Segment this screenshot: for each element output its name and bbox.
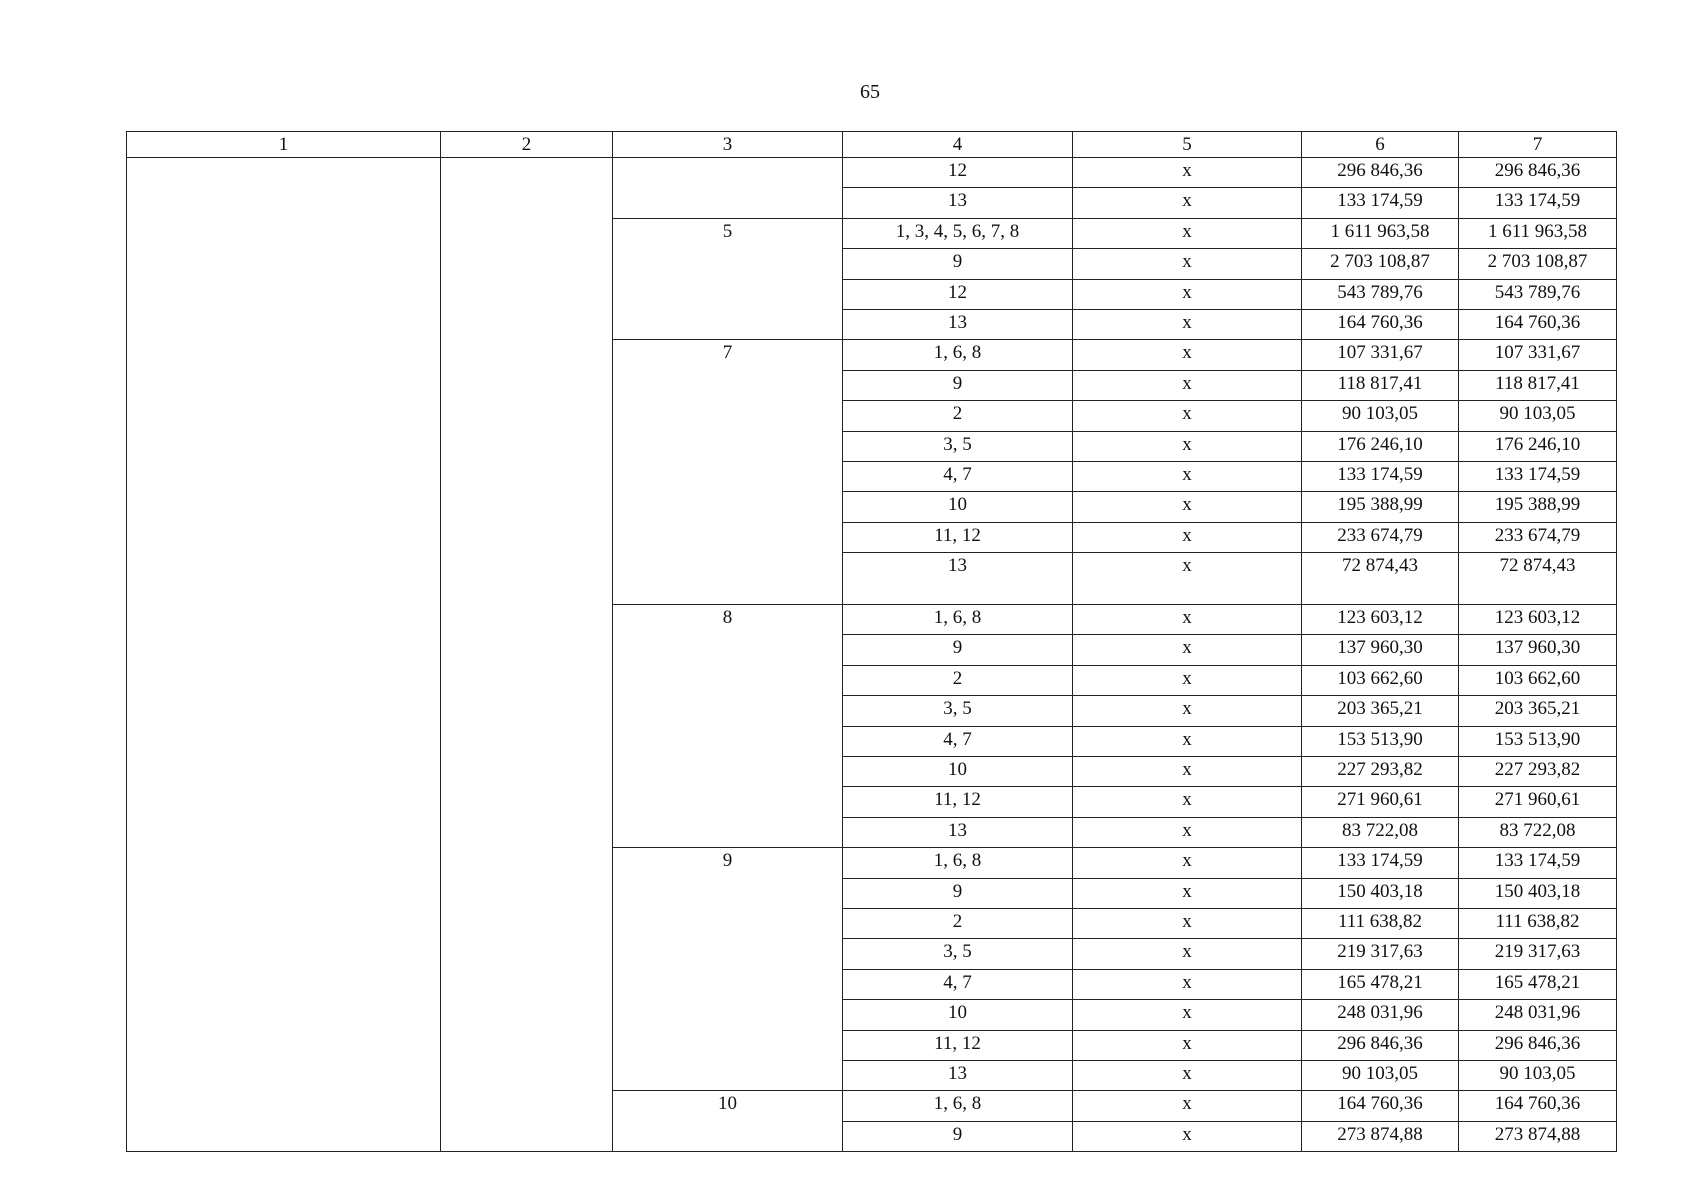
cell-col6: 1 611 963,58 bbox=[1302, 218, 1459, 248]
cell-col5: x bbox=[1073, 908, 1302, 938]
table-row bbox=[127, 158, 1617, 188]
cell-col7: 165 478,21 bbox=[1459, 969, 1617, 999]
cell-col6: 137 960,30 bbox=[1302, 635, 1459, 665]
cell-col7: 176 246,10 bbox=[1459, 431, 1617, 461]
cell-col4: 1, 6, 8 bbox=[843, 848, 1073, 878]
cell-col4: 13 bbox=[843, 553, 1073, 605]
cell-col4: 3, 5 bbox=[843, 696, 1073, 726]
cell-col4: 12 bbox=[843, 158, 1073, 188]
cell-col4: 10 bbox=[843, 492, 1073, 522]
cell-col7: 133 174,59 bbox=[1459, 848, 1617, 878]
cell-col7: 296 846,36 bbox=[1459, 1030, 1617, 1060]
cell-col5: x bbox=[1073, 1000, 1302, 1030]
group-cell-col3 bbox=[613, 158, 843, 219]
cell-col7: 90 103,05 bbox=[1459, 1060, 1617, 1090]
cell-col6: 233 674,79 bbox=[1302, 522, 1459, 552]
cell-col5: x bbox=[1073, 757, 1302, 787]
cell-col5: x bbox=[1073, 553, 1302, 605]
cell-col4: 9 bbox=[843, 370, 1073, 400]
cell-col7: 118 817,41 bbox=[1459, 370, 1617, 400]
cell-col6: 203 365,21 bbox=[1302, 696, 1459, 726]
cell-col7: 219 317,63 bbox=[1459, 939, 1617, 969]
cell-col7: 111 638,82 bbox=[1459, 908, 1617, 938]
cell-col7: 296 846,36 bbox=[1459, 158, 1617, 188]
cell-col6: 296 846,36 bbox=[1302, 1030, 1459, 1060]
cell-col6: 248 031,96 bbox=[1302, 1000, 1459, 1030]
cell-col7: 72 874,43 bbox=[1459, 553, 1617, 605]
cell-col5: x bbox=[1073, 370, 1302, 400]
cell-col4: 9 bbox=[843, 1121, 1073, 1151]
header-cell-1: 1 bbox=[127, 132, 441, 158]
cell-col4: 3, 5 bbox=[843, 939, 1073, 969]
cell-col7: 203 365,21 bbox=[1459, 696, 1617, 726]
cell-col5: x bbox=[1073, 431, 1302, 461]
header-cell-3: 3 bbox=[613, 132, 843, 158]
cell-col7: 195 388,99 bbox=[1459, 492, 1617, 522]
cell-col4: 11, 12 bbox=[843, 787, 1073, 817]
cell-col5: x bbox=[1073, 696, 1302, 726]
cell-col6: 118 817,41 bbox=[1302, 370, 1459, 400]
cell-col4: 13 bbox=[843, 1060, 1073, 1090]
cell-col5: x bbox=[1073, 726, 1302, 756]
cell-col5: x bbox=[1073, 279, 1302, 309]
cell-col4: 13 bbox=[843, 188, 1073, 218]
header-cell-5: 5 bbox=[1073, 132, 1302, 158]
cell-col6: 90 103,05 bbox=[1302, 1060, 1459, 1090]
cell-col4: 1, 6, 8 bbox=[843, 1091, 1073, 1121]
cell-col5: x bbox=[1073, 1060, 1302, 1090]
cell-col7: 150 403,18 bbox=[1459, 878, 1617, 908]
cell-col4: 4, 7 bbox=[843, 461, 1073, 491]
cell-col5: x bbox=[1073, 635, 1302, 665]
cell-col5: x bbox=[1073, 340, 1302, 370]
cell-col5: x bbox=[1073, 817, 1302, 847]
cell-col5: x bbox=[1073, 492, 1302, 522]
cell-col5: x bbox=[1073, 158, 1302, 188]
cell-col7: 1 611 963,58 bbox=[1459, 218, 1617, 248]
cell-col6: 72 874,43 bbox=[1302, 553, 1459, 605]
cell-col4: 2 bbox=[843, 401, 1073, 431]
cell-col6: 164 760,36 bbox=[1302, 1091, 1459, 1121]
cell-col7: 137 960,30 bbox=[1459, 635, 1617, 665]
cell-col6: 227 293,82 bbox=[1302, 757, 1459, 787]
cell-col5: x bbox=[1073, 878, 1302, 908]
cell-col4: 11, 12 bbox=[843, 522, 1073, 552]
cell-col6: 273 874,88 bbox=[1302, 1121, 1459, 1151]
cell-col7: 90 103,05 bbox=[1459, 401, 1617, 431]
header-cell-7: 7 bbox=[1459, 132, 1617, 158]
cell-col7: 103 662,60 bbox=[1459, 665, 1617, 695]
cell-col5: x bbox=[1073, 787, 1302, 817]
cell-col7: 248 031,96 bbox=[1459, 1000, 1617, 1030]
cell-col4: 4, 7 bbox=[843, 726, 1073, 756]
cell-col5: x bbox=[1073, 939, 1302, 969]
cell-col6: 107 331,67 bbox=[1302, 340, 1459, 370]
header-cell-2: 2 bbox=[441, 132, 613, 158]
cell-col5: x bbox=[1073, 1030, 1302, 1060]
header-cell-4: 4 bbox=[843, 132, 1073, 158]
merged-cell-col1 bbox=[127, 158, 441, 1152]
group-cell-col3: 7 bbox=[613, 340, 843, 605]
cell-col4: 2 bbox=[843, 665, 1073, 695]
page-number: 65 bbox=[860, 81, 880, 103]
cell-col5: x bbox=[1073, 309, 1302, 339]
cell-col7: 133 174,59 bbox=[1459, 461, 1617, 491]
cell-col4: 10 bbox=[843, 1000, 1073, 1030]
group-cell-col3: 8 bbox=[613, 605, 843, 848]
cell-col6: 133 174,59 bbox=[1302, 188, 1459, 218]
group-cell-col3: 10 bbox=[613, 1091, 843, 1152]
cell-col4: 10 bbox=[843, 757, 1073, 787]
header-cell-6: 6 bbox=[1302, 132, 1459, 158]
group-cell-col3: 9 bbox=[613, 848, 843, 1091]
cell-col7: 107 331,67 bbox=[1459, 340, 1617, 370]
cell-col5: x bbox=[1073, 1121, 1302, 1151]
cell-col5: x bbox=[1073, 665, 1302, 695]
cell-col6: 133 174,59 bbox=[1302, 461, 1459, 491]
cell-col6: 83 722,08 bbox=[1302, 817, 1459, 847]
cell-col4: 9 bbox=[843, 878, 1073, 908]
cell-col4: 12 bbox=[843, 279, 1073, 309]
cell-col6: 133 174,59 bbox=[1302, 848, 1459, 878]
cell-col5: x bbox=[1073, 848, 1302, 878]
cell-col4: 4, 7 bbox=[843, 969, 1073, 999]
cell-col6: 195 388,99 bbox=[1302, 492, 1459, 522]
cell-col5: x bbox=[1073, 1091, 1302, 1121]
cell-col7: 153 513,90 bbox=[1459, 726, 1617, 756]
cell-col5: x bbox=[1073, 461, 1302, 491]
cell-col4: 1, 6, 8 bbox=[843, 605, 1073, 635]
cell-col4: 1, 3, 4, 5, 6, 7, 8 bbox=[843, 218, 1073, 248]
cell-col7: 271 960,61 bbox=[1459, 787, 1617, 817]
cell-col6: 543 789,76 bbox=[1302, 279, 1459, 309]
cell-col6: 2 703 108,87 bbox=[1302, 249, 1459, 279]
cell-col7: 227 293,82 bbox=[1459, 757, 1617, 787]
cell-col5: x bbox=[1073, 249, 1302, 279]
cell-col7: 273 874,88 bbox=[1459, 1121, 1617, 1151]
cell-col5: x bbox=[1073, 401, 1302, 431]
cell-col5: x bbox=[1073, 188, 1302, 218]
header-row bbox=[127, 132, 1617, 158]
cell-col5: x bbox=[1073, 969, 1302, 999]
cell-col4: 13 bbox=[843, 309, 1073, 339]
cell-col4: 1, 6, 8 bbox=[843, 340, 1073, 370]
cell-col7: 164 760,36 bbox=[1459, 309, 1617, 339]
cell-col6: 123 603,12 bbox=[1302, 605, 1459, 635]
cell-col7: 133 174,59 bbox=[1459, 188, 1617, 218]
cell-col6: 296 846,36 bbox=[1302, 158, 1459, 188]
cell-col7: 233 674,79 bbox=[1459, 522, 1617, 552]
cell-col6: 150 403,18 bbox=[1302, 878, 1459, 908]
cell-col4: 11, 12 bbox=[843, 1030, 1073, 1060]
tariff-table bbox=[126, 131, 1617, 1152]
cell-col5: x bbox=[1073, 218, 1302, 248]
cell-col6: 219 317,63 bbox=[1302, 939, 1459, 969]
cell-col4: 3, 5 bbox=[843, 431, 1073, 461]
cell-col6: 176 246,10 bbox=[1302, 431, 1459, 461]
group-cell-col3: 5 bbox=[613, 218, 843, 340]
cell-col6: 271 960,61 bbox=[1302, 787, 1459, 817]
cell-col5: x bbox=[1073, 522, 1302, 552]
cell-col4: 13 bbox=[843, 817, 1073, 847]
cell-col5: x bbox=[1073, 605, 1302, 635]
cell-col7: 123 603,12 bbox=[1459, 605, 1617, 635]
cell-col7: 83 722,08 bbox=[1459, 817, 1617, 847]
cell-col4: 2 bbox=[843, 908, 1073, 938]
cell-col6: 153 513,90 bbox=[1302, 726, 1459, 756]
cell-col4: 9 bbox=[843, 635, 1073, 665]
cell-col4: 9 bbox=[843, 249, 1073, 279]
cell-col6: 165 478,21 bbox=[1302, 969, 1459, 999]
cell-col6: 90 103,05 bbox=[1302, 401, 1459, 431]
cell-col6: 164 760,36 bbox=[1302, 309, 1459, 339]
cell-col7: 164 760,36 bbox=[1459, 1091, 1617, 1121]
cell-col6: 111 638,82 bbox=[1302, 908, 1459, 938]
cell-col7: 543 789,76 bbox=[1459, 279, 1617, 309]
cell-col6: 103 662,60 bbox=[1302, 665, 1459, 695]
merged-cell-col2 bbox=[441, 158, 613, 1152]
cell-col7: 2 703 108,87 bbox=[1459, 249, 1617, 279]
